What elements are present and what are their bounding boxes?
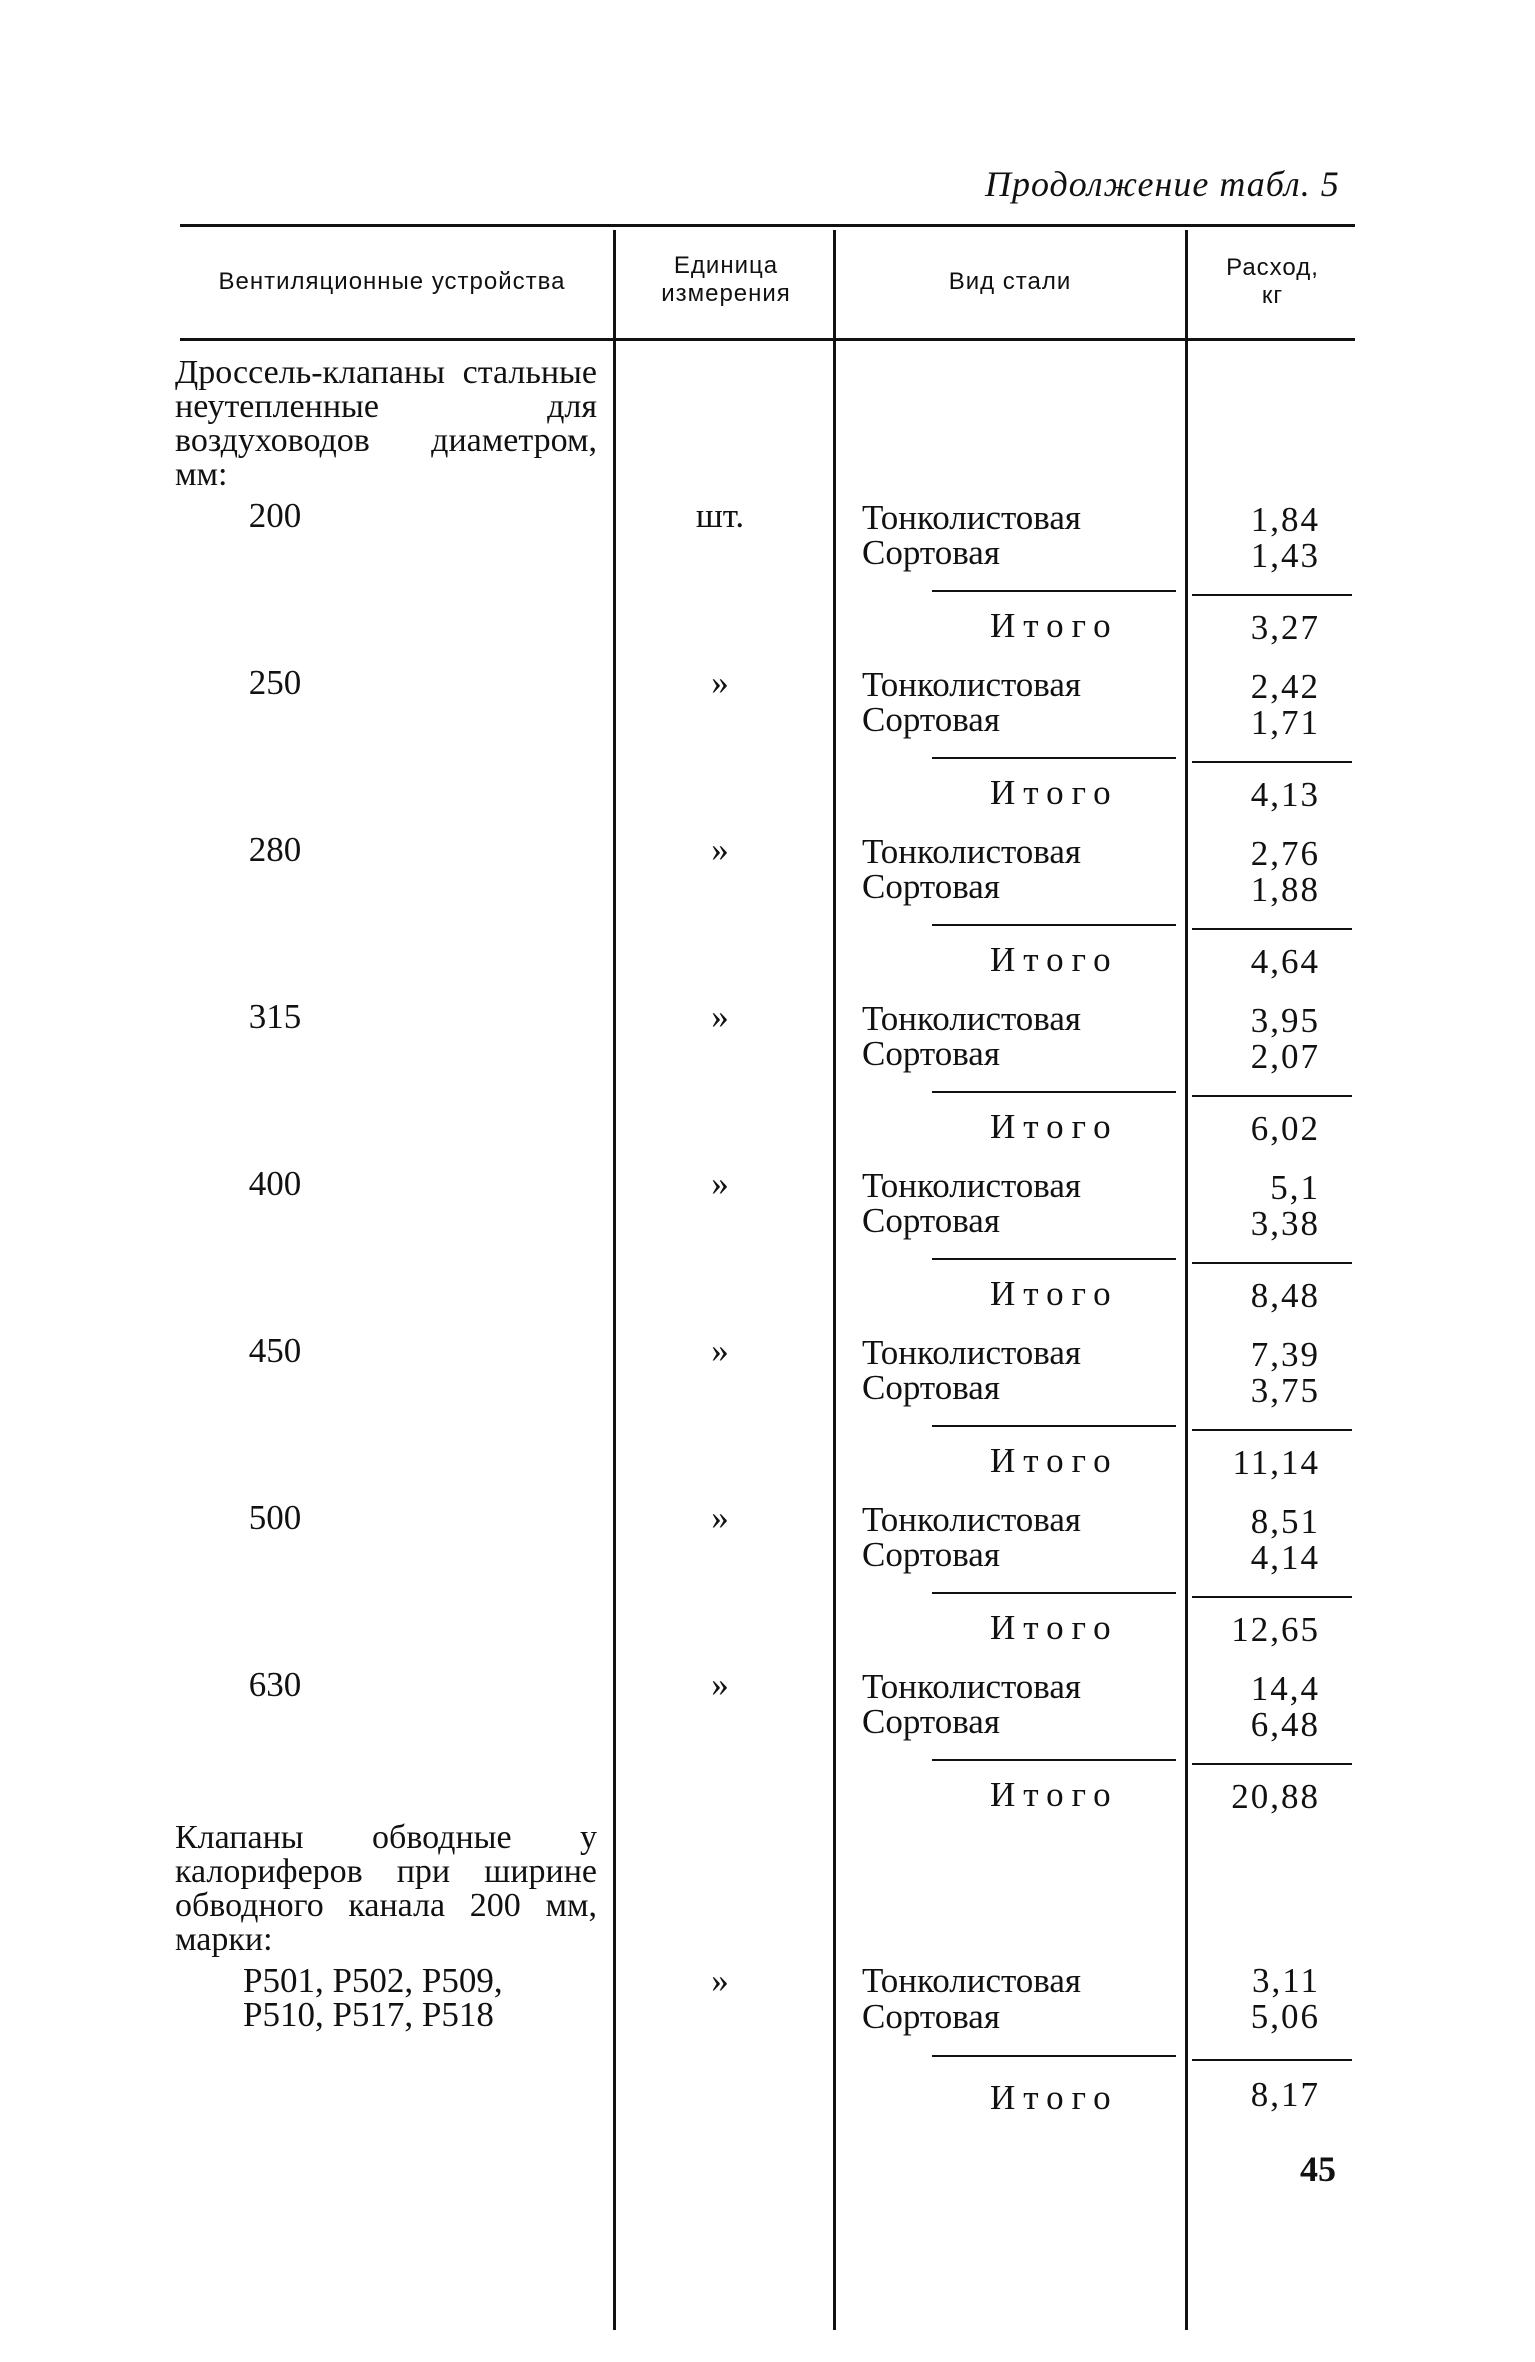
row-630-total-rule-right — [1192, 1763, 1352, 1765]
row-450-diameter: 450 — [248, 1331, 302, 1370]
row-500-steel-2: Сортовая — [862, 1535, 1000, 1574]
row-630-total-rule-left — [932, 1759, 1176, 1761]
row-280-diameter: 280 — [248, 830, 302, 869]
header-steel: Вид стали — [948, 268, 1072, 295]
row-315-steel-2: Сортовая — [862, 1034, 1000, 1073]
header-consumption-line2: кг — [1261, 282, 1284, 309]
row-250-total-value: 4,13 — [1250, 775, 1320, 814]
row-280-value-1: 2,76 — [1250, 834, 1320, 873]
row-315-unit: » — [711, 997, 729, 1036]
row-400-unit: » — [711, 1164, 729, 1203]
row-450-unit: » — [711, 1331, 729, 1370]
row-500-total-value: 12,65 — [1231, 1610, 1320, 1649]
row-280-total-value: 4,64 — [1250, 942, 1320, 981]
row-250-steel-2: Сортовая — [862, 700, 1000, 739]
row-200-total-rule-right — [1192, 594, 1352, 596]
row-315-diameter: 315 — [248, 997, 302, 1036]
row-500-diameter: 500 — [248, 1498, 302, 1537]
row-500-steel-1: Тонколистовая — [862, 1500, 1082, 1539]
row-450-total-rule-left — [932, 1425, 1176, 1427]
section2-steel2: Сортовая — [862, 1997, 1000, 2036]
header-bottom-rule — [180, 338, 1355, 341]
row-400-diameter: 400 — [248, 1164, 302, 1203]
row-200-value-2: 1,43 — [1250, 536, 1320, 575]
row-400-total-value: 8,48 — [1250, 1276, 1320, 1315]
row-400-total-rule-left — [932, 1258, 1176, 1260]
row-500-total-label: Итого — [990, 1608, 1119, 1647]
row-250-value-1: 2,42 — [1250, 667, 1320, 706]
row-250-unit: » — [711, 663, 729, 702]
row-200-total-rule-left — [932, 590, 1176, 592]
row-630-unit: » — [711, 1665, 729, 1704]
row-280-value-2: 1,88 — [1250, 870, 1320, 909]
row-450-total-value: 11,14 — [1232, 1443, 1320, 1482]
row-400-total-label: Итого — [990, 1274, 1119, 1313]
row-200-unit: шт. — [695, 496, 745, 535]
row-280-steel-2: Сортовая — [862, 867, 1000, 906]
header-device: Вентиляционные устройства — [218, 268, 566, 295]
row-280-total-label: Итого — [990, 940, 1119, 979]
section2-marks-line2: Р510, Р517, Р518 — [243, 1995, 494, 2034]
row-500-total-rule-right — [1192, 1596, 1352, 1598]
row-400-steel-2: Сортовая — [862, 1201, 1000, 1240]
row-630-steel-2: Сортовая — [862, 1702, 1000, 1741]
table-caption: Продолжение табл. 5 — [985, 164, 1340, 204]
row-400-total-rule-right — [1192, 1262, 1352, 1264]
column-separator-2 — [833, 230, 836, 2330]
section2-val1: 3,11 — [1252, 1961, 1320, 2000]
row-280-total-rule-left — [932, 924, 1176, 926]
row-630-diameter: 630 — [248, 1665, 302, 1704]
column-separator-1 — [613, 230, 616, 2330]
row-315-total-rule-right — [1192, 1095, 1352, 1097]
row-630-total-value: 20,88 — [1231, 1777, 1320, 1816]
row-450-steel-2: Сортовая — [862, 1368, 1000, 1407]
row-200-value-1: 1,84 — [1250, 500, 1320, 539]
row-250-diameter: 250 — [248, 663, 302, 702]
row-450-total-label: Итого — [990, 1441, 1119, 1480]
section2-total-rule-left — [932, 2055, 1176, 2057]
row-500-unit: » — [711, 1498, 729, 1537]
row-450-value-2: 3,75 — [1250, 1371, 1320, 1410]
row-280-unit: » — [711, 830, 729, 869]
row-250-total-label: Итого — [990, 773, 1119, 812]
row-450-total-rule-right — [1192, 1429, 1352, 1431]
row-450-value-1: 7,39 — [1250, 1335, 1320, 1374]
row-315-value-2: 2,07 — [1250, 1037, 1320, 1076]
row-500-value-1: 8,51 — [1250, 1502, 1320, 1541]
section2-unit: » — [711, 1961, 729, 2000]
row-630-value-2: 6,48 — [1250, 1705, 1320, 1744]
row-315-total-rule-left — [932, 1091, 1176, 1093]
header-unit-line1: Единица — [673, 252, 779, 279]
row-630-total-label: Итого — [990, 1775, 1119, 1814]
row-200-steel-2: Сортовая — [862, 533, 1000, 572]
section2-total-label: Итого — [990, 2078, 1119, 2117]
header-consumption — [1190, 254, 1355, 310]
row-250-total-rule-left — [932, 757, 1176, 759]
row-250-total-rule-right — [1192, 761, 1352, 763]
row-200-total-label: Итого — [990, 606, 1119, 645]
page-number: 45 — [1300, 2149, 1336, 2189]
header-unit — [622, 252, 830, 308]
row-200-total-value: 3,27 — [1250, 608, 1320, 647]
row-630-steel-1: Тонколистовая — [862, 1667, 1082, 1706]
row-400-value-2: 3,38 — [1250, 1204, 1320, 1243]
section2-marks-line1: Р501, Р502, Р509, — [243, 1961, 503, 2000]
header-top-rule — [180, 224, 1355, 227]
header-unit-line2: измерения — [661, 280, 791, 307]
section2-total-value: 8,17 — [1250, 2075, 1320, 2114]
header-consumption-line1: Расход, — [1226, 254, 1319, 281]
row-500-total-rule-left — [932, 1592, 1176, 1594]
section2-val2: 5,06 — [1250, 1997, 1320, 2036]
row-315-total-label: Итого — [990, 1107, 1119, 1146]
row-315-steel-1: Тонколистовая — [862, 999, 1082, 1038]
row-200-steel-1: Тонколистовая — [862, 498, 1082, 537]
row-315-value-1: 3,95 — [1250, 1001, 1320, 1040]
row-630-value-1: 14,4 — [1250, 1669, 1320, 1708]
row-280-total-rule-right — [1192, 928, 1352, 930]
row-400-steel-1: Тонколистовая — [862, 1166, 1082, 1205]
row-200-diameter: 200 — [248, 496, 302, 535]
section2-steel1: Тонколистовая — [862, 1961, 1082, 2000]
row-280-steel-1: Тонколистовая — [862, 832, 1082, 871]
row-400-value-1: 5,1 — [1270, 1168, 1320, 1207]
row-315-total-value: 6,02 — [1250, 1109, 1320, 1148]
section2-description: Клапаны обводные у калориферов при ширине обводного канала 200 мм, марки: — [175, 1819, 597, 1958]
row-250-steel-1: Тонколистовая — [862, 665, 1082, 704]
section1-description: Дроссель-клапаны стальные неутепленные для воздуховодов диаметром, мм: — [175, 354, 597, 493]
row-250-value-2: 1,71 — [1250, 703, 1320, 742]
row-500-value-2: 4,14 — [1250, 1538, 1320, 1577]
row-450-steel-1: Тонколистовая — [862, 1333, 1082, 1372]
section2-total-rule-right — [1192, 2059, 1352, 2061]
